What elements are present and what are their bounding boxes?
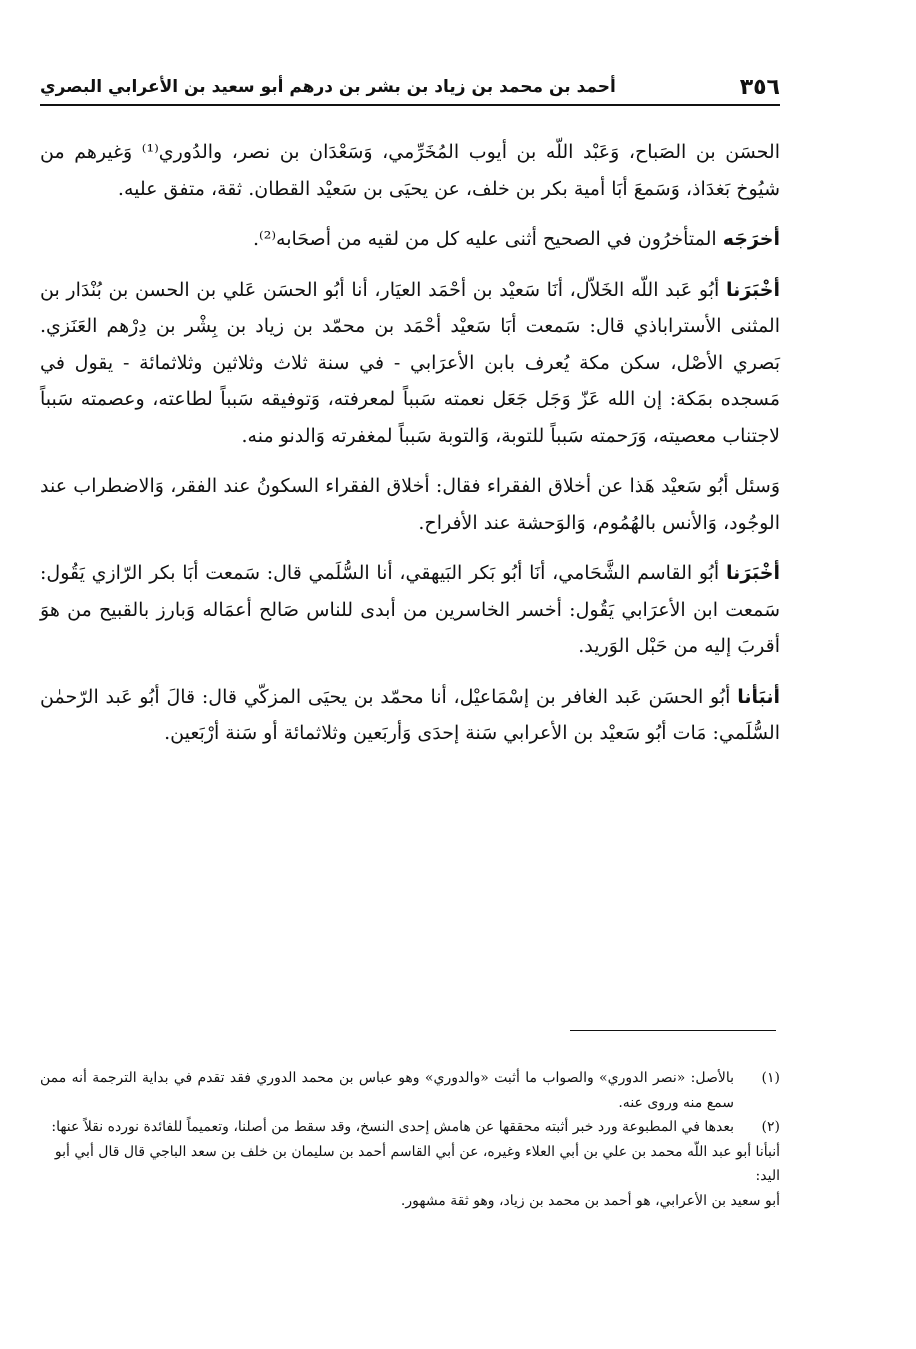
paragraph-5 [40,555,780,665]
footnote-2 [40,1115,780,1140]
paragraph-6-text: أبُو الحسَن عَبد الغافر بن إسْمَاعيْل، أنا محمّد بن يحيَى المزكّي قال: قالَ أبُو عَبد الرّحمٰن السُّلَمي: مَات أبُو سَعيْد بن الأعرابي سَنة إحدَى وَأربَعين وثلاثمائة أو سَنة أرْبَعين. [40,685,780,744]
main-text [40,134,780,752]
paragraph-2 [40,221,780,258]
footnote-number: (٢) [761,1119,780,1135]
running-title: أحمد بن محمد بن زياد بن بشر بن درهم أبو سعيد بن الأعرابي البصري [40,77,616,97]
keyword-akhrajahu: أخرَجَه [722,228,780,250]
footnote-line: أنبأنا أبو عبد اللّه محمد بن علي بن أبي العلاء وغيره، عن أبي القاسم أحمد بن سليمان بن خلف بن سعد الباجي قال قال أبي أبو اليد: [54,1143,780,1184]
footnote-separator [570,1030,776,1031]
page-header [40,72,780,102]
paragraph-4: وَسئل أبُو سَعيْد هَذا عن أخلاق الفقراء فقال: أخلاق الفقراء السكونُ عند الفقر، وَالاضطراب عند الوجُود، وَالأنس بالهُمُوم، وَالوَحشة عند الأفراح. [40,475,780,534]
footnote-body [40,1115,734,1140]
keyword-akhbarana: أخْبَرَنا [725,278,780,301]
footnote-body [40,1066,734,1115]
footnote-line: أبو سعيد بن الأعرابي، هو أحمد بن محمد بن زياد، وهو ثقة مشهور. [400,1192,780,1209]
paragraph-3-text: أبُو عَبد اللّه الخَلاّل، أنَا سَعيْد بن أحْمَد العيَار، أنا أبُو الحسَن عَلي بن الحسن بن بُنْدَار بن المثنى الأستراباذي قال: سَمعت أبَا سَعيْد أحْمَد بن محمّد بن زياد بن بِشْر بن دِرْهم العَنَزي. بَصري الأصْل، سكن مكة يُعرف بابن الأعرَابي - في سنة ثلاث وثلاثين وثلاثمائة - يقول في مَسجده بمَكة: إن الله عَزّ وَجَل جَعَل نعمته سَبباً لمعرفته، وَتوفيقه سَبباً لطاعته، وعصمته سَبباً لاجتناب معصيته، وَرَحمته سَبباً للتوبة، وَالتوبة سَبباً لمغفرته وَالدنو منه. [40,278,780,447]
paragraph-2-text: المتأخرُون في الصحيح أثنى عليه كل من لقيه من أصحَابه⁽²⁾. [253,228,717,250]
footnote-number: (١) [761,1070,780,1086]
footnote-2-continuation [40,1140,780,1214]
footnote-line: بالأصل: «نصر الدوري» والصواب ما أثبت «والدوري» وهو عباس بن محمد الدوري فقد تقدم في بداية الترجمة أنه ممن سمع منه وروى عنه. [40,1070,734,1111]
header-rule [40,104,780,106]
paragraph-6 [40,679,780,752]
paragraph-3 [40,272,780,455]
keyword-akhbarana: أخْبَرَنا [725,562,780,584]
footnotes [40,1066,780,1213]
paragraph-5-text: أبُو القاسم الشَّحَامي، أنَا أبُو بَكر البَيهقي، أنا السُّلَمي قال: سَمعت أبَا بكر الرّازي يَقُول: سَمعت ابن الأعرَابي يَقُول: أخسر الخاسرين من أبدى للناس صَالح أعمَاله وَبارز بالقبيح من هوَ أقربَ إليه من حَبْل الوَريد. [40,562,780,657]
keyword-anbaana: أنبَأنا [737,685,780,708]
page-number: ٣٥٦ [739,74,780,100]
paragraph-1: الحسَن بن الصَباح، وَعَبْد اللّه بن أيوب المُخَرِّمي، وَسَعْدَان بن نصر، والدُوري⁽¹⁾ وَغيرهم من شيُوخ بَغدَاذ، وَسَمعَ أبَا أمية بكر بن خلف، عن يحيَى بن سَعيْد القطان. ثقة، متفق عليه. [40,141,780,200]
footnote-line: بعدها في المطبوعة ورد خبر أثبته محققها عن هامش إحدى النسخ، وقد سقط من أصلنا، وتعميماً للفائدة نورده نقلاً عنها: [51,1119,734,1135]
footnote-1 [40,1066,780,1115]
